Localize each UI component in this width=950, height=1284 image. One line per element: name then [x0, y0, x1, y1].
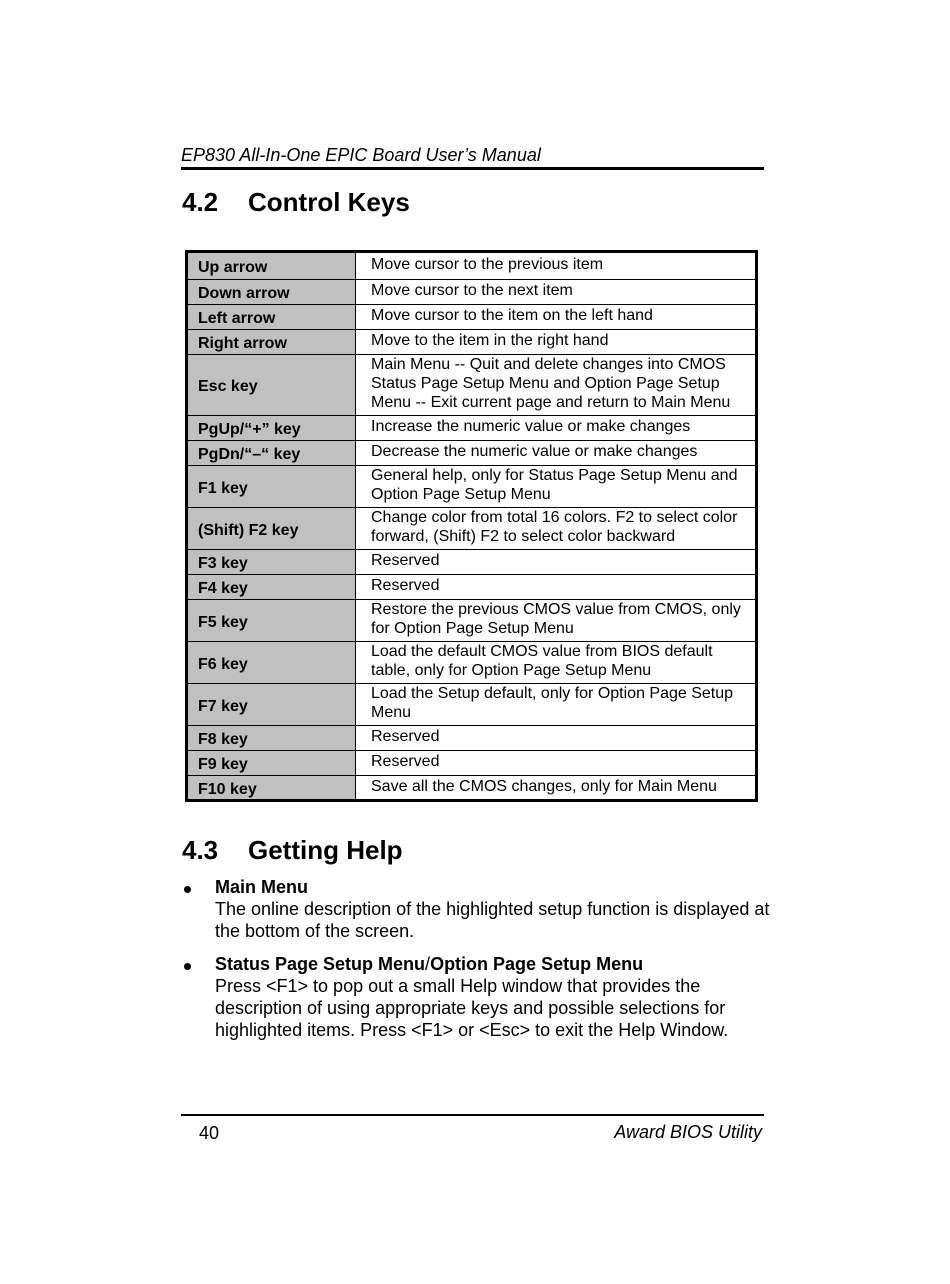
table-row	[187, 330, 757, 355]
description-cell: Increase the numeric value or make changes	[356, 416, 757, 441]
help-item-body: The online description of the highlighted setup function is displayed at the bottom of the screen.	[215, 899, 770, 941]
key-cell: F5 key	[187, 600, 356, 642]
table-row	[187, 355, 757, 416]
description-cell: Main Menu -- Quit and delete changes into CMOS Status Page Setup Menu and Option Page Setup Menu -- Exit current page and return to Main Menu	[356, 355, 757, 416]
running-header	[181, 143, 764, 170]
table-row	[187, 600, 757, 642]
table-row	[187, 776, 757, 801]
description-cell: Load the Setup default, only for Option Page Setup Menu	[356, 684, 757, 726]
list-item	[182, 876, 772, 942]
description-cell: Move cursor to the item on the left hand	[356, 305, 757, 330]
description-cell: Decrease the numeric value or make changes	[356, 441, 757, 466]
table-row	[187, 252, 757, 280]
key-cell: Left arrow	[187, 305, 356, 330]
description-cell: Move to the item in the right hand	[356, 330, 757, 355]
help-item-title: Main Menu	[215, 877, 308, 897]
table-row	[187, 305, 757, 330]
section-title: Getting Help	[248, 835, 403, 865]
description-cell: Reserved	[356, 575, 757, 600]
page-number: 40	[199, 1123, 220, 1143]
table-row	[187, 550, 757, 575]
description-cell: Reserved	[356, 751, 757, 776]
key-cell: F8 key	[187, 726, 356, 751]
table-row	[187, 684, 757, 726]
section-heading-control-keys	[182, 187, 410, 217]
table-row	[187, 726, 757, 751]
key-cell: F6 key	[187, 642, 356, 684]
key-cell: Down arrow	[187, 280, 356, 305]
description-cell: Restore the previous CMOS value from CMOS, only for Option Page Setup Menu	[356, 600, 757, 642]
description-cell: General help, only for Status Page Setup Menu and Option Page Setup Menu	[356, 466, 757, 508]
table-row	[187, 575, 757, 600]
table-row	[187, 751, 757, 776]
running-footer	[181, 1114, 764, 1143]
bullet-icon	[184, 963, 191, 970]
list-item	[182, 953, 772, 1041]
description-cell: Move cursor to the previous item	[356, 252, 757, 280]
key-cell: F7 key	[187, 684, 356, 726]
key-cell: F4 key	[187, 575, 356, 600]
key-cell: Up arrow	[187, 252, 356, 280]
key-cell: F10 key	[187, 776, 356, 801]
key-cell: F3 key	[187, 550, 356, 575]
section-number: 4.3	[182, 835, 219, 865]
key-cell: PgUp/“+” key	[187, 416, 356, 441]
section-number: 4.2	[182, 187, 219, 217]
manual-title: EP830 All-In-One EPIC Board User’s Manual	[181, 145, 541, 165]
description-cell: Move cursor to the next item	[356, 280, 757, 305]
description-cell: Save all the CMOS changes, only for Main Menu	[356, 776, 757, 801]
table-row	[187, 508, 757, 550]
key-cell: F1 key	[187, 466, 356, 508]
control-keys-table	[185, 250, 758, 802]
table-row	[187, 466, 757, 508]
help-item-body: Press <F1> to pop out a small Help window that provides the description of using appropriate keys and possible selections for highlighted items. Press <F1> or <Esc> to exit the Help Window.	[215, 976, 729, 1040]
table-row	[187, 441, 757, 466]
table-row	[187, 416, 757, 441]
description-cell: Load the default CMOS value from BIOS default table, only for Option Page Setup Menu	[356, 642, 757, 684]
help-list	[182, 876, 772, 1052]
chapter-title: Award BIOS Utility	[614, 1122, 762, 1142]
description-cell: Change color from total 16 colors. F2 to select color forward, (Shift) F2 to select color backward	[356, 508, 757, 550]
key-cell: (Shift) F2 key	[187, 508, 356, 550]
key-cell: F9 key	[187, 751, 356, 776]
help-item-title: Status Page Setup Menu/Option Page Setup Menu	[215, 954, 644, 974]
table-row	[187, 642, 757, 684]
table-row	[187, 280, 757, 305]
bullet-icon	[184, 886, 191, 893]
key-cell: Right arrow	[187, 330, 356, 355]
description-cell: Reserved	[356, 726, 757, 751]
key-cell: PgDn/“–“ key	[187, 441, 356, 466]
description-cell: Reserved	[356, 550, 757, 575]
section-title: Control Keys	[248, 187, 410, 217]
key-cell: Esc key	[187, 355, 356, 416]
section-heading-getting-help	[182, 835, 403, 865]
